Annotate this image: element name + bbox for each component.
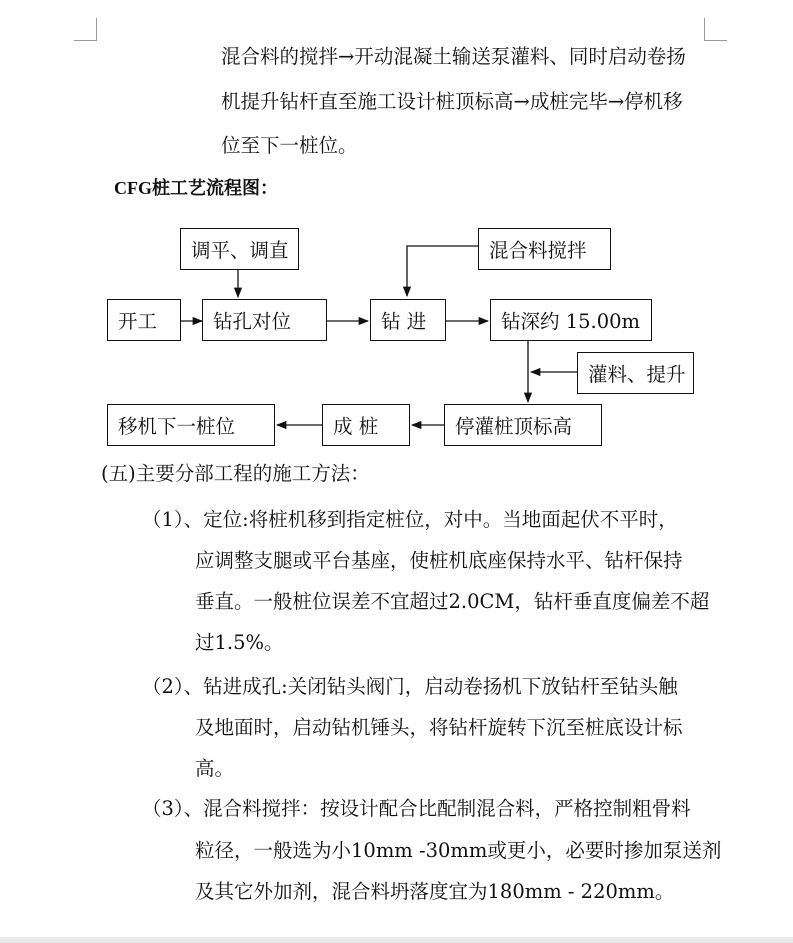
flowchart-title-prefix: CFG xyxy=(114,178,152,198)
item-2-line-3: 高。 xyxy=(195,757,235,780)
flow-box-align: 钻孔对位 xyxy=(202,299,327,341)
item-3-line-3: 及其它外加剂，混合料坍落度宜为180mm - 220mm。 xyxy=(195,880,675,903)
flow-box-depth: 钻深约 15.00m xyxy=(490,299,652,341)
item-2-line-1: （2）、钻进成孔:关闭钻头阀门，启动卷扬机下放钻杆至钻头触 xyxy=(142,675,678,698)
flow-box-fill: 灌料、提升 xyxy=(577,352,694,394)
flow-box-move: 移机下一桩位 xyxy=(107,404,275,446)
item-1-line-1: （1）、定位:将桩机移到指定桩位，对中。当地面起伏不平时， xyxy=(142,508,678,531)
item-1-line-4: 过1.5%。 xyxy=(195,631,284,654)
flow-box-stop: 停灌桩顶标高 xyxy=(444,404,602,446)
intro-line-1: 混合料的搅拌→开动混凝土输送泵灌料、同时启动卷扬 xyxy=(221,45,686,68)
intro-line-2: 机提升钻杆直至施工设计桩顶标高→成桩完毕→停机移 xyxy=(221,90,683,113)
item-1-line-2: 应调整支腿或平台基座，使桩机底座保持水平、钻杆保持 xyxy=(195,549,683,572)
flow-box-form: 成 桩 xyxy=(322,404,410,446)
item-2-line-2: 及地面时，启动钻机锤头，将钻杆旋转下沉至桩底设计标 xyxy=(195,716,683,739)
item-1-line-3: 垂直。一般桩位误差不宜超过2.0CM，钻杆垂直度偏差不超 xyxy=(195,590,710,613)
flowchart-title-text: 桩工艺流程图： xyxy=(152,178,278,199)
flow-box-start: 开工 xyxy=(107,299,181,341)
intro-line-3: 位至下一桩位。 xyxy=(221,134,358,157)
item-3-line-1: （3）、混合料搅拌：按设计配合比配制混合料，严格控制粗骨料 xyxy=(142,797,691,820)
arrow-mix-to-drill xyxy=(407,246,478,296)
flow-box-level: 调平、调直 xyxy=(180,228,299,270)
item-3-line-2: 粒径，一般选为小10mm -30mm或更小，必要时掺加泵送剂 xyxy=(195,839,722,862)
section-heading: (五)主要分部工程的施工方法： xyxy=(101,462,370,485)
flow-box-mix: 混合料搅拌 xyxy=(478,228,611,270)
flow-box-drill: 钻 进 xyxy=(370,299,446,341)
